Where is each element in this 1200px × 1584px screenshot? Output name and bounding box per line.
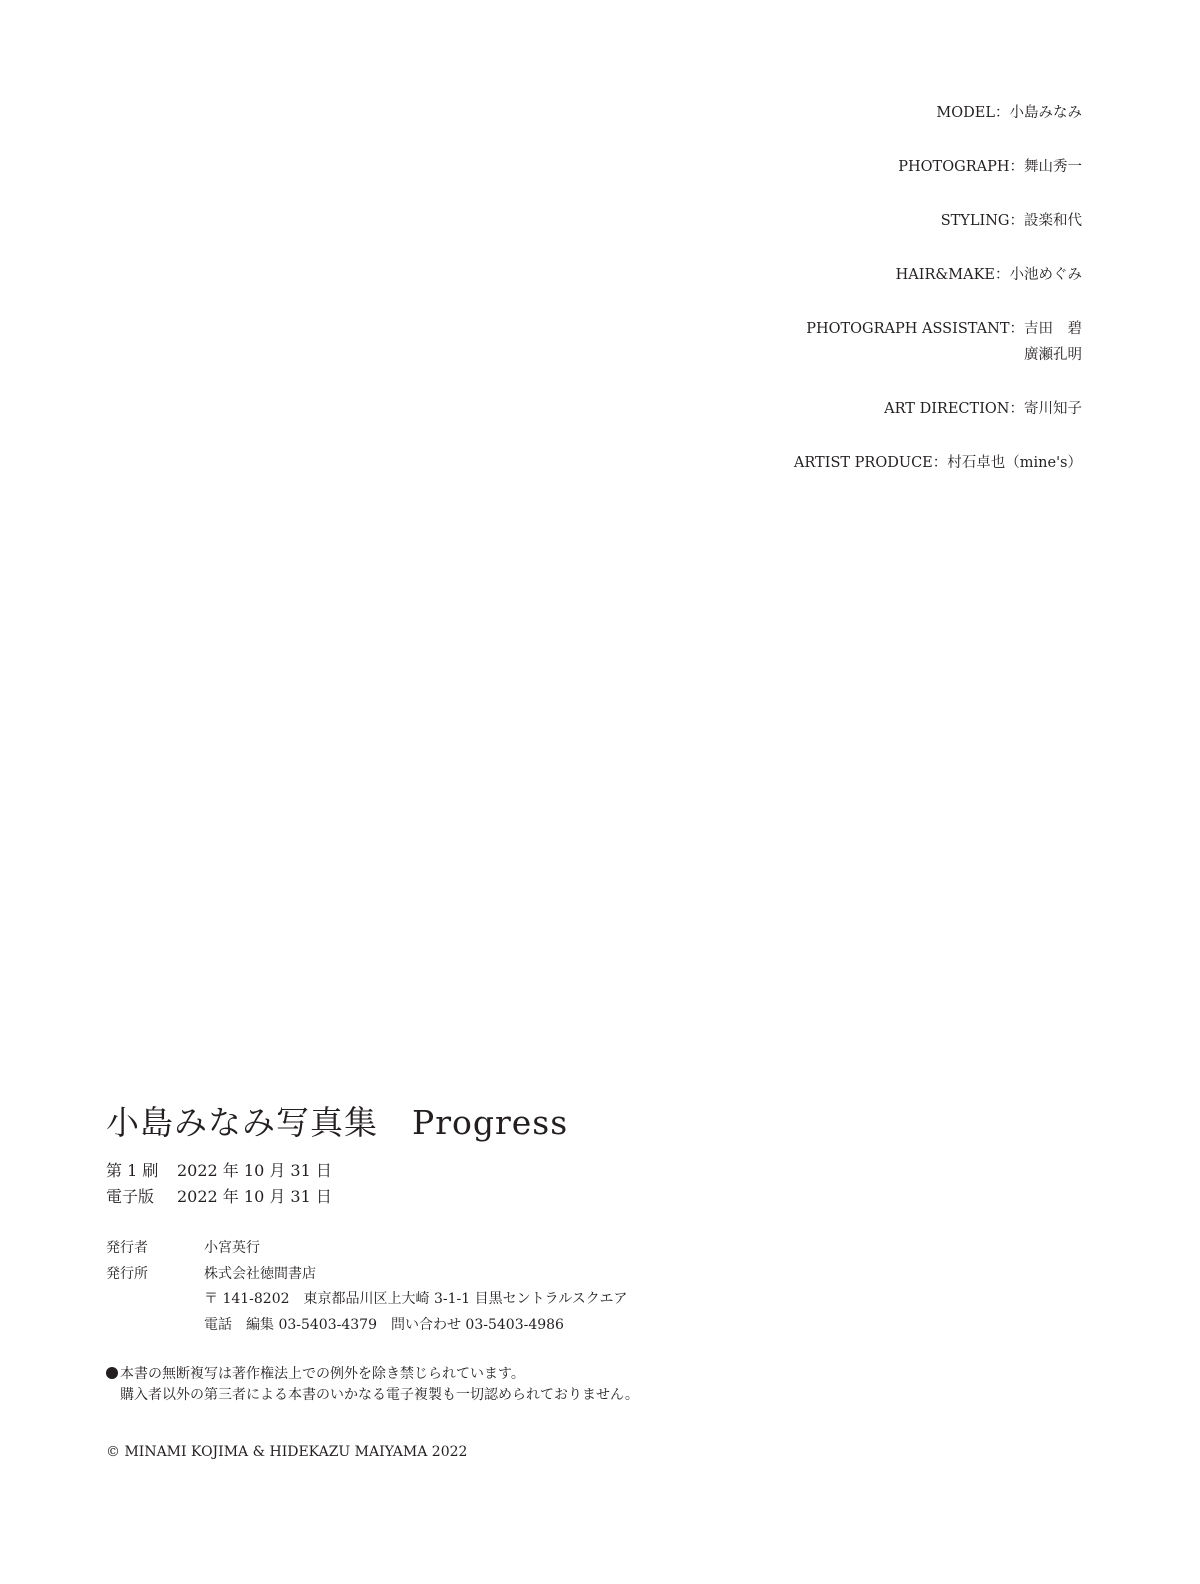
credit-names — [947, 450, 1082, 476]
credit-name: 設楽和代 — [1024, 213, 1082, 229]
company-name: 株式会社徳間書店 — [204, 1265, 316, 1282]
pub-label-spacer — [106, 1313, 204, 1339]
credit-name: 寄川知子 — [1024, 401, 1082, 417]
publisher-info — [106, 1236, 1006, 1338]
issuer-name: 小宮英行 — [204, 1240, 260, 1256]
credit-row-hair-make — [522, 262, 1082, 288]
edition-row-first-print — [106, 1158, 1006, 1184]
edition-label: 電子版 — [106, 1187, 155, 1206]
notice-text-2: 購入者以外の第三者による本書のいかなる電子複製も一切認められておりません。 — [120, 1387, 639, 1403]
credit-row-photograph — [522, 154, 1082, 180]
company-phone: 電話 編集 03-5403-4379 問い合わせ 03-5403-4986 — [204, 1316, 564, 1333]
credit-role: ART DIRECTION： — [884, 401, 1024, 417]
credit-names — [1024, 316, 1082, 368]
edition-date: 2022 年 10 月 31 日 — [177, 1187, 332, 1206]
credit-role: PHOTOGRAPH ASSISTANT： — [806, 321, 1024, 337]
credit-names — [1010, 100, 1083, 126]
edition-dates — [106, 1158, 1006, 1210]
credit-name: 吉田 碧 — [1024, 321, 1082, 337]
copy-notice — [106, 1364, 1006, 1406]
credit-row-model — [522, 100, 1082, 126]
edition-row-electronic — [106, 1184, 1006, 1210]
book-title — [106, 1098, 1006, 1148]
credit-row-artist-produce — [522, 450, 1082, 476]
copyright-notice: © MINAMI KOJIMA & HIDEKAZU MAIYAMA 2022 — [106, 1444, 468, 1460]
edition-date: 2022 年 10 月 31 日 — [177, 1161, 332, 1180]
colophon — [106, 1098, 1006, 1462]
book-title-english: Progress — [412, 1103, 569, 1142]
notice-line-1 — [106, 1364, 1006, 1385]
edition-label: 第 1 刷 — [106, 1161, 159, 1180]
office-label: 発行所 — [106, 1265, 148, 1282]
address-row — [106, 1287, 1006, 1313]
credit-role: STYLING： — [940, 213, 1024, 229]
credit-role: PHOTOGRAPH： — [898, 159, 1024, 175]
credit-name: 村石卓也（mine's） — [947, 455, 1082, 471]
issuer-label: 発行者 — [106, 1240, 148, 1256]
credit-name: 舞山秀一 — [1024, 159, 1082, 175]
credit-row-styling — [522, 208, 1082, 234]
pub-label-spacer — [106, 1287, 204, 1313]
credit-role: ARTIST PRODUCE： — [793, 455, 948, 471]
credit-row-art-direction — [522, 396, 1082, 422]
issuer-row — [106, 1236, 1006, 1262]
notice-line-2 — [106, 1385, 1006, 1406]
credit-name: 小池めぐみ — [1009, 267, 1082, 283]
credit-row-photograph-assistant — [522, 316, 1082, 368]
office-row — [106, 1262, 1006, 1288]
bullet-icon — [106, 1367, 118, 1379]
company-address: 〒 141-8202 東京都品川区上大崎 3-1-1 目黒セントラルスクエア — [204, 1291, 628, 1307]
phone-row — [106, 1313, 1006, 1339]
staff-credits — [522, 100, 1082, 476]
credit-name: 小島みなみ — [1009, 105, 1082, 121]
credit-names — [1010, 262, 1083, 288]
credit-names — [1024, 154, 1082, 180]
credit-name: 廣瀬孔明 — [1024, 347, 1082, 363]
credit-names — [1024, 208, 1082, 234]
credit-names — [1024, 396, 1082, 422]
credit-role: HAIR&MAKE： — [895, 267, 1010, 283]
notice-text-1: 本書の無断複写は著作権法上での例外を除き禁じられています。 — [120, 1366, 525, 1382]
book-title-japanese: 小島みなみ写真集 — [106, 1103, 378, 1142]
credit-role: MODEL： — [936, 105, 1010, 121]
